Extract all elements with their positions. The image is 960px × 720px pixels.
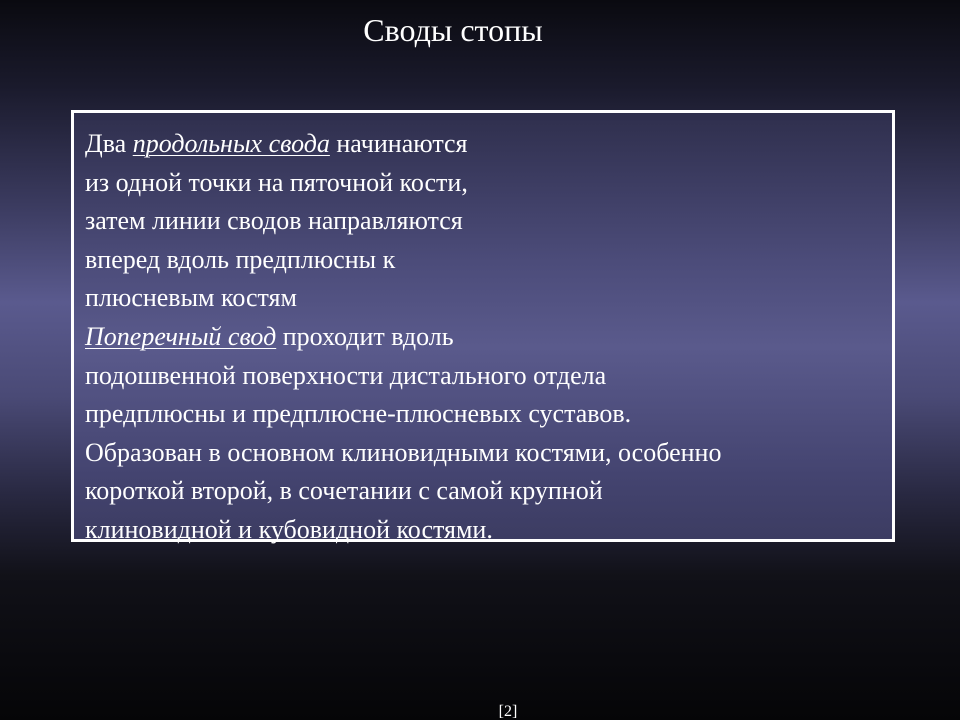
line-1-lead: Два bbox=[85, 129, 133, 158]
text-line-3: затем линии сводов направляются bbox=[85, 206, 463, 236]
longitudinal-arches-term: продольных свода bbox=[132, 129, 330, 158]
text-line-1 bbox=[85, 125, 892, 164]
line-1-tail: начинаются bbox=[329, 129, 468, 158]
text-line-7: подошвенной поверхности дистального отдела bbox=[85, 360, 607, 390]
text-line-9: Образован в основном клиновидными костями, особенно bbox=[85, 437, 722, 467]
text-line-2: из одной точки на пяточной кости, bbox=[85, 167, 468, 197]
content-box bbox=[71, 110, 895, 542]
text-line-5: плюсневым костям bbox=[85, 283, 297, 313]
text-line-6 bbox=[85, 318, 892, 357]
text-line-4: вперед вдоль предплюсны к bbox=[85, 244, 396, 274]
text-line-10: короткой второй, в сочетании с самой крупной bbox=[85, 476, 603, 506]
text-line-11: клиновидной и кубовидной костями. bbox=[85, 514, 493, 544]
transverse-arch-term: Поперечный свод bbox=[85, 321, 277, 351]
reference-marker: [2] bbox=[498, 703, 518, 720]
slide-title: Своды стопы bbox=[363, 12, 543, 48]
text-line-8: предплюсны и предплюсне-плюсневых суставов. bbox=[85, 399, 632, 429]
line-6-tail: проходит вдоль bbox=[276, 321, 454, 351]
